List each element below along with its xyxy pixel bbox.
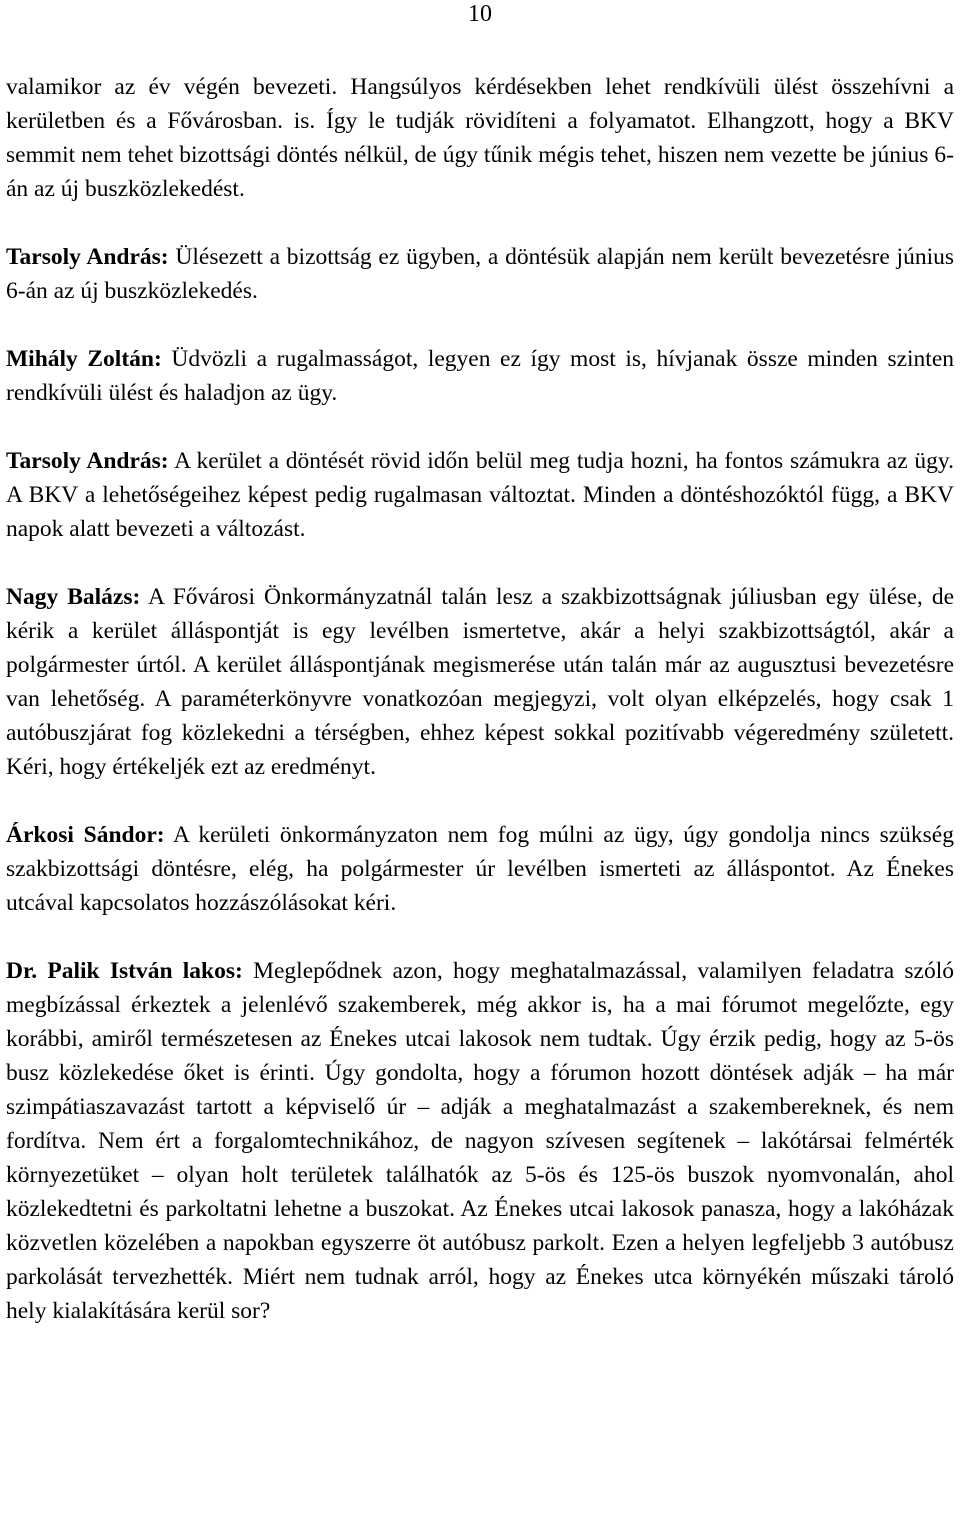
paragraph-text: A kerület a döntését rövid időn belül meg tudja hozni, ha fontos számukra az ügy. A BKV a lehetőségeihez képest pedig rugalmasan változtat. Minden a döntéshozóktól függ, a BKV napok alatt bevezeti a változást. — [6, 448, 955, 542]
speaker-name: Dr. Palik István lakos: — [6, 958, 243, 984]
paragraph-text: Ülésezett a bizottság ez ügyben, a döntésük alapján nem került bevezetésre június 6-án az új buszközlekedés. — [6, 244, 955, 304]
speaker-name: Nagy Balázs: — [6, 584, 141, 610]
speaker-name: Mihály Zoltán: — [6, 346, 162, 372]
speaker-name: Árkosi Sándor: — [6, 822, 165, 848]
paragraph-tarsoly-1 — [6, 240, 954, 308]
paragraph-arkosi — [6, 818, 954, 920]
paragraph-text: Üdvözli a rugalmasságot, legyen ez így most is, hívjanak össze minden szinten rendkívüli ülést és haladjon az ügy. — [6, 346, 955, 406]
paragraph-mihaly — [6, 342, 954, 410]
paragraph-tarsoly-2 — [6, 444, 954, 546]
paragraph-nagy — [6, 580, 954, 784]
paragraph-text: A Fővárosi Önkormányzatnál talán lesz a szakbizottságnak júliusban egy ülése, de kérik a kerület álláspontját is egy levélben ismertetve, akár a helyi szakbizottságtól, akár a polgármester úrtól. A kerület álláspontjának megismerése után talán már az augusztusi bevezetésre van lehetőség. A paraméterkönyvre vonatkozóan megjegyzi, volt olyan elképzelés, hogy csak 1 autóbuszjárat fog közlekedni a térségben, ehhez képest sokkal pozitívabb végeredmény született. Kéri, hogy értékeljék ezt az eredményt. — [6, 584, 954, 780]
paragraph-text: A kerületi önkormányzaton nem fog múlni az ügy, úgy gondolja nincs szükség szakbizottsági döntésre, elég, ha polgármester úr levélben ismerteti az álláspontot. Az Énekes utcával kapcsolatos hozzászólásokat kéri. — [6, 822, 954, 916]
speaker-name: Tarsoly András: — [6, 448, 169, 474]
paragraph-palik — [6, 954, 954, 1328]
paragraph-text: valamikor az év végén bevezeti. Hangsúlyos kérdésekben lehet rendkívüli ülést összehívni a kerületben és a Fővárosban. is. Így le tudják rövidíteni a folyamatot. Elhangzott, hogy a BKV semmit nem tehet bizottsági döntés nélkül, de úgy tűnik mégis tehet, hiszen nem vezette be június 6-án az új buszközlekedést. — [6, 74, 954, 202]
paragraph-continuation — [6, 70, 954, 206]
page-number: 10 — [468, 1, 492, 27]
speaker-name: Tarsoly András: — [6, 244, 169, 270]
paragraph-text: Meglepődnek azon, hogy meghatalmazással, valamilyen feladatra szóló megbízással érkeztek a jelenlévő szakemberek, még akkor is, ha a mai fórumot megelőzte, egy korábbi, amiről természetesen az Énekes utcai lakosok nem tudtak. Úgy érzik pedig, hogy az 5-ös busz közlekedése őket is érinti. Úgy gondolta, hogy a fórumon hozott döntések adják – ha már szimpátiaszavazást tartott a képviselő úr – adják a meghatalmazást a szakembereknek, és nem fordítva. Nem ért a forgalomtechnikához, de nagyon szívesen segítenek – lakótársai felmérték környezetüket – olyan holt területek találhatók az 5-ös és 125-ös buszok nyomvonalán, ahol közlekedtetni és parkoltatni lehetne a buszokat. Az Énekes utcai lakosok panasza, hogy a lakóházak közvetlen közelében a napokban egyszerre öt autóbusz parkolt. Ezen a helyen legfeljebb 3 autóbusz parkolását tervezhették. Miért nem tudnak arról, hogy az Énekes utca környékén műszaki tároló hely kialakítására kerül sor? — [6, 958, 955, 1324]
document-body — [6, 70, 954, 1362]
